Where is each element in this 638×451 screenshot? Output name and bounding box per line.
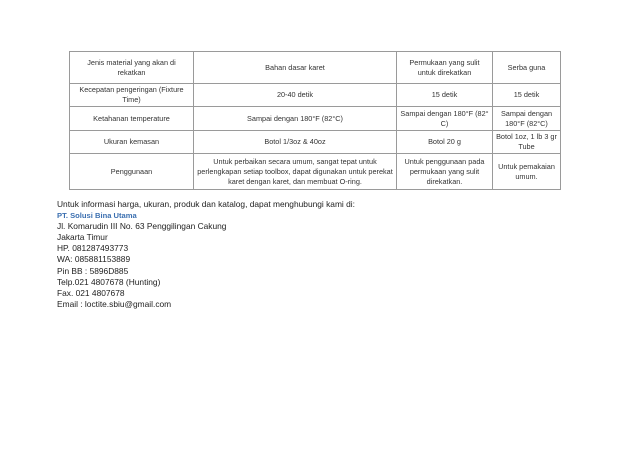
table-cell: 20-40 detik — [194, 84, 397, 107]
telephone-number: Telp.021 4807678 (Hunting) — [57, 276, 161, 287]
table-cell: Botol 20 g — [397, 131, 493, 154]
table-cell: Serba guna — [493, 52, 561, 84]
phone-number: HP. 081287493773 — [57, 243, 129, 254]
table-row — [70, 84, 561, 107]
bb-pin: Pin BB : 5896D885 — [57, 265, 129, 276]
table-cell: Untuk penggunaan pada permukaan yang sulit direkatkan. — [397, 154, 493, 190]
table-cell: Sampai dengan 180°F (82° C) — [397, 107, 493, 131]
fax-number: Fax. 021 4807678 — [57, 287, 125, 298]
table-cell: Untuk pemakaian umum. — [493, 154, 561, 190]
table-cell: Jenis material yang akan di rekatkan — [70, 52, 194, 84]
table-cell: Botol 1/3oz & 40oz — [194, 131, 397, 154]
table-cell: 15 detik — [493, 84, 561, 107]
table-cell: Kecepatan pengeringan (Fixture Time) — [70, 84, 194, 107]
company-name: PT. Solusi Bina Utama — [57, 211, 137, 221]
table-cell: Permukaan yang sulit untuk direkatkan — [397, 52, 493, 84]
table-row — [70, 52, 561, 84]
table-cell: Ukuran kemasan — [70, 131, 194, 154]
table-cell: Untuk perbaikan secara umum, sangat tepat untuk perlengkapan setiap toolbox, dapat digunakan untuk perekat karet dengan karet, dan membuat O-ring. — [194, 154, 397, 190]
contact-intro: Untuk informasi harga, ukuran, produk dan katalog, dapat menghubungi kami di: — [57, 199, 355, 209]
email-address: Email : loctite.sbiu@gmail.com — [57, 298, 172, 309]
product-spec-table — [69, 51, 561, 190]
whatsapp-number: WA: 085881153889 — [57, 254, 131, 265]
table-cell: 15 detik — [397, 84, 493, 107]
table-row — [70, 107, 561, 131]
address-line: Jl. Komarudin III No. 63 Penggilingan Cakung — [57, 221, 227, 232]
table-cell: Sampai dengan 180°F (82°C) — [493, 107, 561, 131]
address-city: Jakarta Timur — [57, 232, 108, 243]
table-cell: Botol 1oz, 1 lb 3 gr Tube — [493, 131, 561, 154]
table-cell: Ketahanan temperature — [70, 107, 194, 131]
contact-info — [57, 199, 355, 310]
table-row — [70, 154, 561, 190]
table-row — [70, 131, 561, 154]
table-cell: Bahan dasar karet — [194, 52, 397, 84]
table-cell: Sampai dengan 180°F (82°C) — [194, 107, 397, 131]
table-cell: Penggunaan — [70, 154, 194, 190]
